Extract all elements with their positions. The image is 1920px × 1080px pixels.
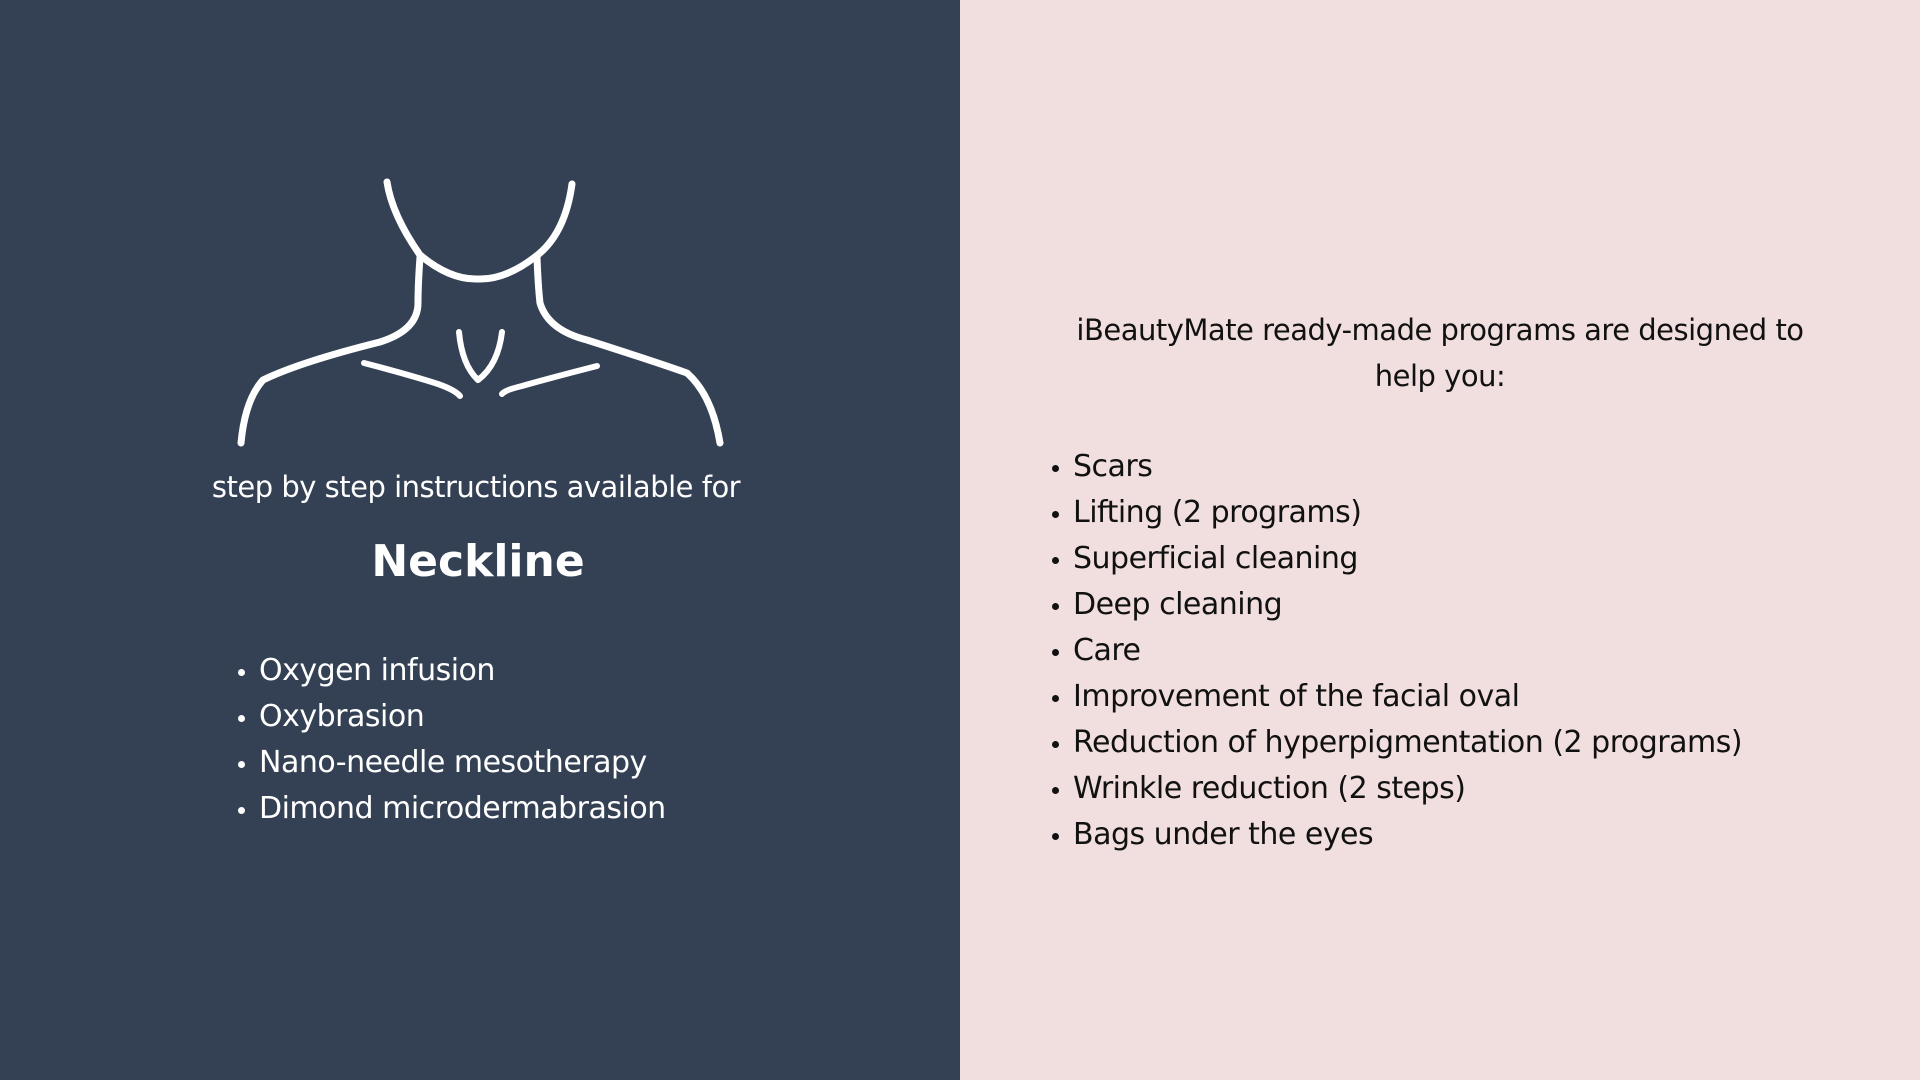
area-title: Neckline [371,536,585,587]
list-item: Dimond microdermabrasion [238,786,666,832]
treatment-list [238,648,666,832]
list-item: Scars [1052,444,1742,490]
intro-text [960,307,1920,399]
list-item: Care [1052,628,1742,674]
list-item: Superficial cleaning [1052,536,1742,582]
list-item: Bags under the eyes [1052,812,1742,858]
subtitle: step by step instructions available for [211,470,741,504]
list-item: Oxybrasion [238,694,666,740]
list-item: Deep cleaning [1052,582,1742,628]
neckline-icon [0,0,960,480]
list-item: Improvement of the facial oval [1052,674,1742,720]
list-item: Nano-needle mesotherapy [238,740,666,786]
list-item: Reduction of hyperpigmentation (2 programs) [1052,720,1742,766]
list-item: Lifting (2 programs) [1052,490,1742,536]
intro-line: iBeautyMate ready-made programs are designed to [1076,313,1804,347]
list-item: Wrinkle reduction (2 steps) [1052,766,1742,812]
list-item: Oxygen infusion [238,648,666,694]
program-list [1052,444,1742,858]
intro-line: help you: [1374,359,1506,393]
right-panel [960,0,1920,1080]
